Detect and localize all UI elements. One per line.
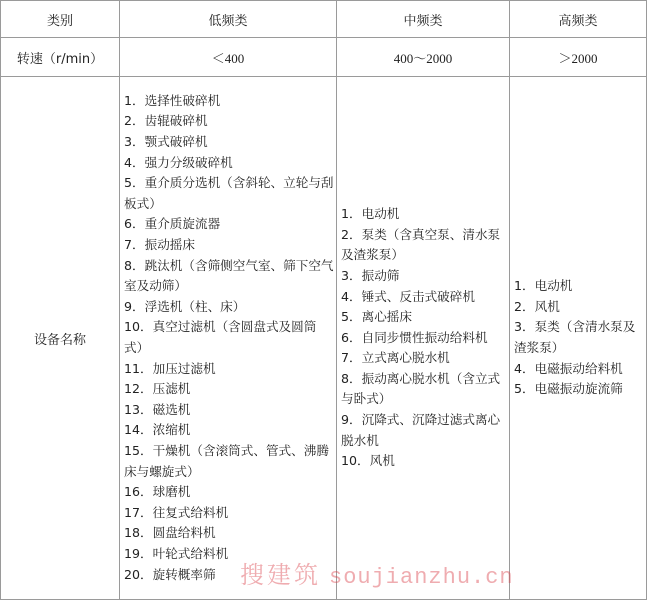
speed-low: ＜400 xyxy=(120,38,337,77)
list-item: 7．立式离心脱水机 xyxy=(341,350,450,366)
list-item: 1．选择性破碎机 xyxy=(124,92,221,108)
high-frequency-equipment-list xyxy=(514,276,644,400)
list-item: 4．锤式、反击式破碎机 xyxy=(341,288,475,304)
watermark-chinese-text: 搜建筑 xyxy=(240,561,321,589)
list-item: 14．浓缩机 xyxy=(124,422,191,438)
speed-label: 转速（r/min） xyxy=(1,38,120,77)
list-item: 13．磁选机 xyxy=(124,401,191,417)
list-item: 8．振动离心脱水机（含立式与卧式） xyxy=(341,370,501,407)
list-item: 7．振动摇床 xyxy=(124,237,195,253)
list-item: 2．齿辊破碎机 xyxy=(124,113,208,129)
list-item: 3．泵类（含清水泵及渣浆泵） xyxy=(514,319,636,355)
list-item: 3．颚式破碎机 xyxy=(124,134,208,150)
list-item: 6．自同步惯性振动给料机 xyxy=(341,329,488,345)
list-item: 4．强力分级破碎机 xyxy=(124,154,233,170)
equipment-label: 设备名称 xyxy=(1,77,120,600)
list-item: 19．叶轮式给料机 xyxy=(124,545,229,561)
header-high-frequency: 高频类 xyxy=(510,1,647,38)
header-row xyxy=(1,1,647,38)
high-frequency-equipment-cell xyxy=(510,77,647,600)
low-frequency-equipment-list xyxy=(124,91,334,585)
speed-mid: 400～2000 xyxy=(337,38,510,77)
low-frequency-equipment-cell xyxy=(120,77,337,600)
list-item: 3．振动筛 xyxy=(341,267,400,283)
header-category: 类别 xyxy=(1,1,120,38)
list-item: 9．沉降式、沉降过滤式离心脱水机 xyxy=(341,412,501,448)
list-item: 5．重介质分选机（含斜轮、立轮与刮板式） xyxy=(124,175,334,211)
list-item: 10．风机 xyxy=(341,453,395,469)
list-item: 17．往复式给料机 xyxy=(124,504,229,520)
list-item: 5．离心摇床 xyxy=(341,309,412,325)
list-item: 8．跳汰机（含筛侧空气室、筛下空气室及动筛） xyxy=(124,257,334,294)
list-item: 11．加压过滤机 xyxy=(124,360,216,376)
speed-row xyxy=(1,38,647,77)
list-item: 15．干燥机（含滚筒式、管式、沸腾床与螺旋式） xyxy=(124,442,329,479)
list-item: 16．球磨机 xyxy=(124,484,191,500)
list-item: 20．旋转概率筛 xyxy=(124,566,216,582)
list-item: 1．电动机 xyxy=(341,206,400,222)
list-item: 2．风机 xyxy=(514,298,560,314)
list-item: 6．重介质旋流器 xyxy=(124,216,221,232)
speed-high: ＞2000 xyxy=(510,38,647,77)
list-item: 10．真空过滤机（含圆盘式及圆筒式） xyxy=(124,319,317,355)
mid-frequency-equipment-list xyxy=(341,204,507,472)
list-item: 18．圆盘给料机 xyxy=(124,525,216,541)
equipment-row xyxy=(1,77,647,600)
list-item: 5．电磁振动旋流筛 xyxy=(514,381,623,397)
mid-frequency-equipment-cell xyxy=(337,77,510,600)
list-item: 2．泵类（含真空泵、清水泵及渣浆泵） xyxy=(341,226,501,263)
list-item: 4．电磁振动给料机 xyxy=(514,360,623,376)
header-low-frequency: 低频类 xyxy=(120,1,337,38)
list-item: 9．浮选机（柱、床） xyxy=(124,298,246,314)
list-item: 12．压滤机 xyxy=(124,381,191,397)
watermark-url: soujianzhu.cn xyxy=(329,565,514,590)
header-mid-frequency: 中频类 xyxy=(337,1,510,38)
list-item: 1．电动机 xyxy=(514,278,573,294)
